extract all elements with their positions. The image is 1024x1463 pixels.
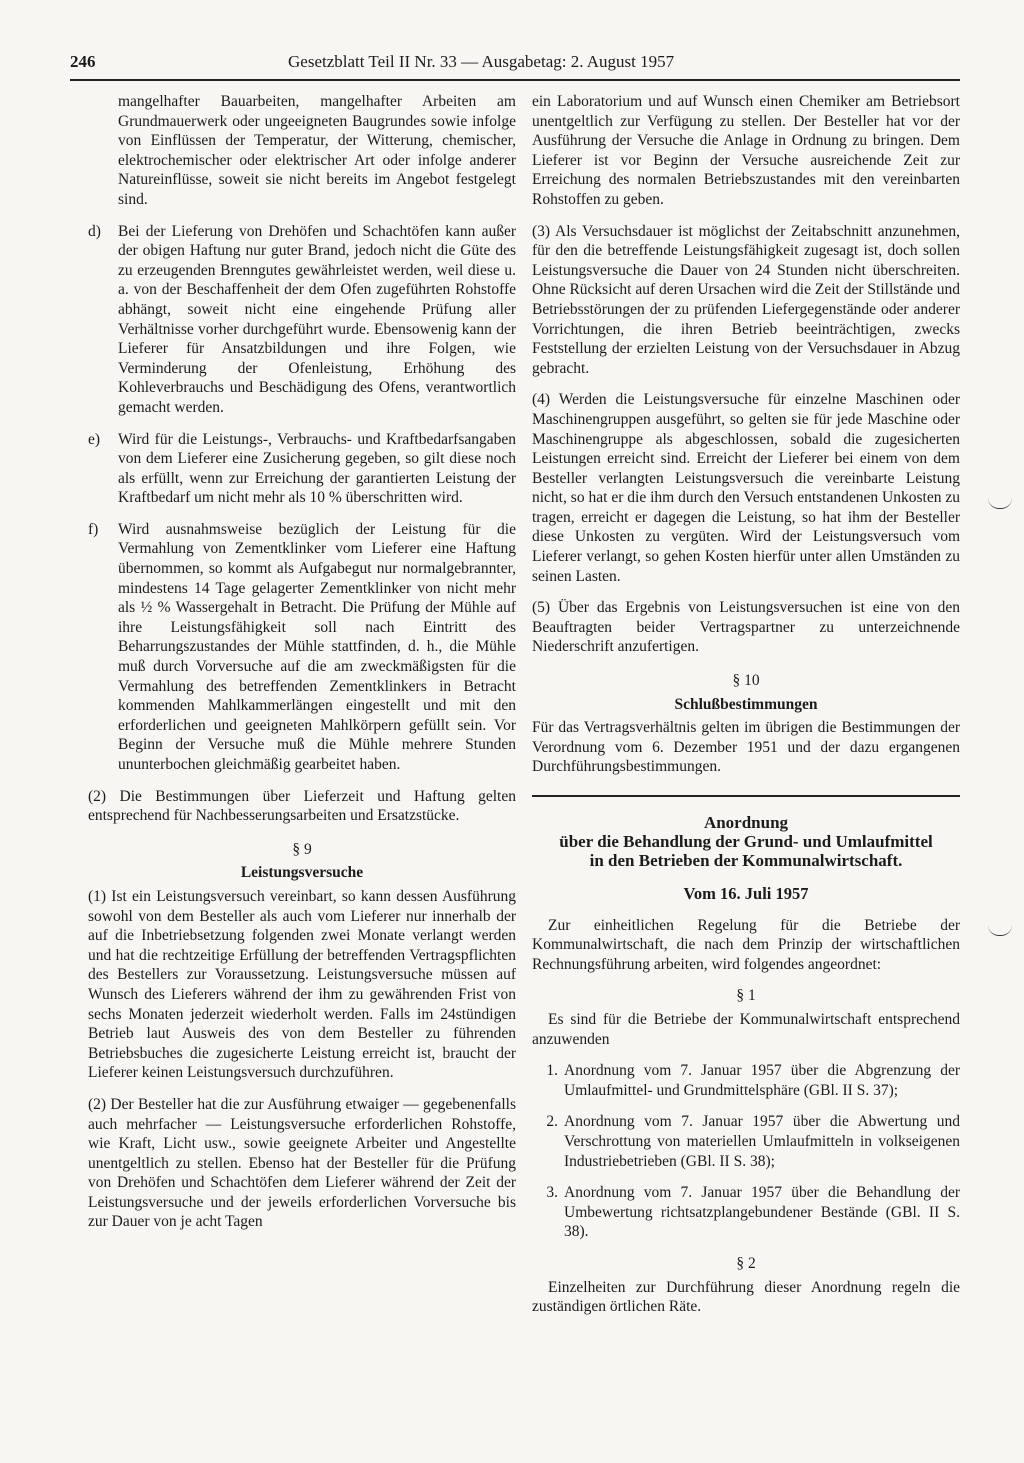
item-number: 2.	[546, 1113, 558, 1131]
section-1-text: Es sind für die Betriebe der Kommunalwirtschaft entsprechend anzuwenden	[532, 1010, 960, 1048]
margin-mark-icon	[988, 498, 1012, 509]
list-item-f	[88, 520, 516, 775]
section-1-heading: § 1	[736, 987, 756, 1005]
paragraph-4: (4) Werden die Leistungsversuche für einzelne Maschinen oder Maschinengruppen ausgeführt, so gelten sie für jede Maschine oder Maschinengruppe als abgeschlossen, sobald die zugesicherten Leistungen erreicht sind. Erreicht der Lieferer bei einem von dem Besteller verlangten Leistungsversuch die vereinbarte Leistung nicht, so hat er die ihm durch den Versuch entstandenen Unkosten zu tragen, erreicht er dagegen die Leistung, so hat ihm der Besteller diese Unkosten zu vergüten. Wird der Leistungsversuch vom Lieferer verlangt, so gehen Kosten hierfür unter allen Umständen zu seinen Lasten.	[532, 391, 960, 585]
anordnung-title-line: Anordnung	[703, 813, 789, 832]
list-item	[532, 1061, 960, 1100]
anordnung-intro: Zur einheitlichen Regelung für die Betriebe der Kommunalwirtschaft, die nach dem Prinzip der wirtschaftlichen Rechnungsführung arbeiten, wird folgendes angeordnet:	[532, 916, 960, 973]
list-item-d	[88, 222, 516, 418]
header-rule	[70, 79, 960, 81]
section-2-text: Einzelheiten zur Durchführung dieser Anordnung regeln die zuständigen örtlichen Räte.	[532, 1278, 960, 1316]
paragraph-5: (5) Über das Ergebnis von Leistungsversuchen ist eine von den Beauftragten beider Vertragspartner zu unterzeichnende Niederschrift anzufertigen.	[532, 599, 960, 656]
section-2-heading: § 2	[736, 1254, 756, 1272]
page-header	[70, 52, 960, 76]
item-number: 3.	[546, 1184, 558, 1202]
list-item	[532, 1112, 960, 1171]
list-item	[532, 1183, 960, 1242]
anordnung-title-line: in den Betrieben der Kommunalwirtschaft.	[589, 851, 903, 870]
anordnung-title-line: über die Behandlung der Grund- und Umlaufmittel	[559, 832, 933, 851]
section-9-paragraph-1: (1) Ist ein Leistungsversuch vereinbart, so kann dessen Ausführung sowohl von dem Besteller als auch vom Lieferer nur innerhalb der auf die Inbetriebsetzung folgenden zwei Monate verlangt werden und hat die rechtzeitige Erfüllung der betreffenden Vertragspflichten des Bestellers zur Voraussetzung. Leistungsversuche müssen auf Wunsch des Lieferers während der ihm zu gewährenden Frist von sechs Monaten jederzeit wiederholt werden. Falls im 24stündigen Betrieb laut Ausweis des von dem Besteller zu führenden Betriebsbuches die zugesicherte Leistung erreicht ist, braucht der Lieferer keinen Leistungsversuch durchzuführen.	[88, 887, 516, 1082]
page-number: 246	[70, 52, 96, 71]
item-number: 1.	[546, 1062, 558, 1080]
running-head: Gesetzblatt Teil II Nr. 33 — Ausgabetag: 2. August 1957	[288, 52, 675, 71]
right-column	[532, 92, 960, 1329]
anordnung-date: Vom 16. Juli 1957	[683, 884, 809, 903]
section-9-heading: § 9	[292, 840, 312, 858]
item-text: Wird ausnahmsweise bezüglich der Leistung für die Vermahlung von Zementklinker vom Lieferer eine Haftung übernommen, so kommt als Aufgabegut nur normalgebrannter, mindestens 14 Tage gelagerter Zementklinker von nicht mehr als ½ % Wassergehalt in Betracht. Die Prüfung der Mühle auf ihre Leistungsfähigkeit soll nach Eintritt des Beharrungszustandes der Mühle stattfinden, d. h., die Mühle muß durch Vorversuche auf die am zweckmäßigsten für die Vermahlung des betreffenden Zementklinkers in Betracht kommenden Mahlkammerlängen eingestellt und mit den erforderlichen und geeigneten Mahlkörpern gefüllt sein. Vor Beginn der Versuche muß die Mühle mehrere Stunden ununterbochen gleichmäßig gearbeitet haben.	[118, 520, 516, 773]
list-item-e	[88, 430, 516, 508]
section-divider	[532, 795, 960, 797]
section-9-paragraph-2: (2) Der Besteller hat die zur Ausführung etwaiger — gegebenenfalls auch mehrfacher — Leistungsversuche erforderlichen Rohstoffe, wie Kraft, Licht usw., sowie geeignete Arbeiter und Angestellte unentgeltlich zu stellen. Ebenso hat der Besteller für die Prüfung von Drehöfen und Schachtöfen dem Lieferer während der Zeit der Leistungsversuche und der jeweils erforderlichen Vorversuche bis zur Dauer von je acht Tagen	[88, 1095, 516, 1231]
item-c-continuation: mangelhafter Bauarbeiten, mangelhafter Arbeiten am Grundmauerwerk oder ungeeigneten Baugrundes sowie infolge von Einflüssen der Temperatur, der Witterung, chemischer, elektrochemischer oder elektrischer Art oder infolge anderer Natureinflüsse, soweit sie nicht bereits im Angebot festgelegt sind.	[118, 93, 516, 208]
item-text: Anordnung vom 7. Januar 1957 über die Abgrenzung der Umlaufmittel- und Grundmittelsphäre (GBl. II S. 37);	[564, 1062, 960, 1099]
item-text: Anordnung vom 7. Januar 1957 über die Abwertung und Verschrottung von materiellen Umlaufmitteln in volkseigenen Industriebetrieben (GBl. II S. 38);	[564, 1113, 960, 1170]
item-text: Bei der Lieferung von Drehöfen und Schachtöfen kann außer der obigen Haftung nur guter Brand, jedoch nicht die Güte des zu erzeugenden Brenngutes gewährleistet werden, weil diese u. a. von der Beschaffenheit der dem Ofen zugeführten Rohstoffe abhängt, soweit nicht eine eingehende Prüfung aller Verhältnisse vorher durchgeführt wurde. Ebensowenig kann der Lieferer für Ansatzbildungen und ihre Folgen, wie Verminderung der Ofenleistung, Erhöhung des Kohleverbrauchs und Beschädigung des Ofens, verantwortlich gemacht werden.	[118, 222, 516, 416]
paragraph-3: (3) Als Versuchsdauer ist möglichst der Zeitabschnitt anzunehmen, für den die betreffende Leistungsfähigkeit zugesagt ist, doch sollen Leistungsversuche die Dauer von 24 Stunden nicht überschreiten. Ohne Rücksicht auf deren Ursachen wird die Zeit der Stillstände und Betriebsstörungen der zu prüfenden Liefergegenstände oder anderer Vorrichtungen, die ihren Betrieb beeinträchtigen, zwecks Feststellung der erzielten Leistung von der Versuchsdauer in Abzug gebracht.	[532, 222, 960, 377]
section-10-heading: § 10	[732, 672, 760, 690]
section-9-title: Leistungsversuche	[240, 864, 364, 882]
item-marker: f)	[88, 520, 99, 538]
anordnung-title	[532, 813, 960, 870]
item-text: Wird für die Leistungs-, Verbrauchs- und Kraftbedarfsangaben von dem Lieferer eine Zusicherung gegeben, so gilt diese noch als erfüllt, wenn zur Erreichung der garantierten Leistung der Kraftbedarf um nicht mehr als 10 % überschritten wird.	[118, 430, 516, 507]
item-marker: d)	[88, 222, 101, 240]
section-10-title: Schlußbestimmungen	[674, 695, 818, 713]
paragraph-2: (2) Die Bestimmungen über Lieferzeit und Haftung gelten entsprechend für Nachbesserungsarbeiten und Ersatzstücke.	[88, 787, 516, 825]
paragraph-2-continuation: ein Laboratorium und auf Wunsch einen Chemiker am Betriebsort unentgeltlich zur Verfügung zu stellen. Der Besteller hat vor der Ausführung der Versuche die Anlage in Ordnung zu bringen. Dem Lieferer ist vor Beginn der Versuche ausreichende Zeit zur Erreichung des normalen Betriebszustandes mit den vereinbarten Rohstoffen zu geben.	[532, 93, 960, 208]
item-marker: e)	[88, 430, 101, 448]
left-column	[88, 92, 516, 1244]
section-10-paragraph: Für das Vertragsverhältnis gelten im übrigen die Bestimmungen der Verordnung vom 6. Dezember 1951 und der dazu ergangenen Durchführungsbestimmungen.	[532, 719, 960, 776]
item-text: Anordnung vom 7. Januar 1957 über die Behandlung der Umbewertung richtsatzplangebundener Bestände (GBl. II S. 38).	[564, 1184, 960, 1241]
margin-mark-icon	[988, 925, 1012, 936]
